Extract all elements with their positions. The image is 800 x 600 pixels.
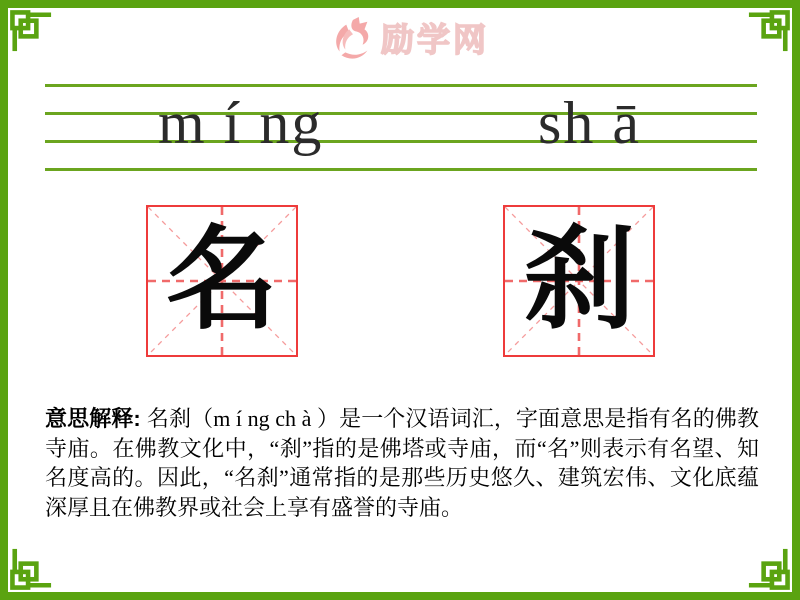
corner-ornament-bottom-right — [748, 548, 794, 594]
corner-ornament-bottom-left — [6, 548, 52, 594]
definition-label: 意思解释: — [45, 406, 141, 431]
rule-line-4 — [45, 168, 757, 171]
character-ming: 名 — [166, 219, 278, 343]
definition-paragraph — [45, 404, 759, 522]
definition-body: 名刹（m í ng ch à ）是一个汉语词汇，字面意思是指有名的佛教寺庙。在佛教文化中，“刹”指的是佛塔或寺庙，而“名”则表示有名望、知名度高的。因此，“名刹”通常指的是那些历史悠久、建筑宏伟、文化底蕴深厚且在佛教界或社会上享有盛誉的寺庙。 — [45, 406, 760, 520]
corner-ornament-top-right — [748, 6, 794, 52]
pinyin-word-ming: m í ng — [158, 90, 324, 156]
rule-line-2 — [45, 112, 757, 115]
fox-flame-icon — [330, 16, 376, 62]
logo-text: 励学网 — [381, 20, 489, 58]
site-logo — [330, 16, 489, 62]
character-sha: 刹 — [523, 219, 635, 343]
corner-ornament-top-left — [6, 6, 52, 52]
character-box-sha — [503, 205, 655, 357]
rule-line-3 — [45, 140, 757, 143]
character-box-ming — [146, 205, 298, 357]
rule-line-1 — [45, 84, 757, 87]
pinyin-ruled-lines — [45, 84, 757, 171]
pinyin-word-sha: sh ā — [538, 90, 641, 156]
